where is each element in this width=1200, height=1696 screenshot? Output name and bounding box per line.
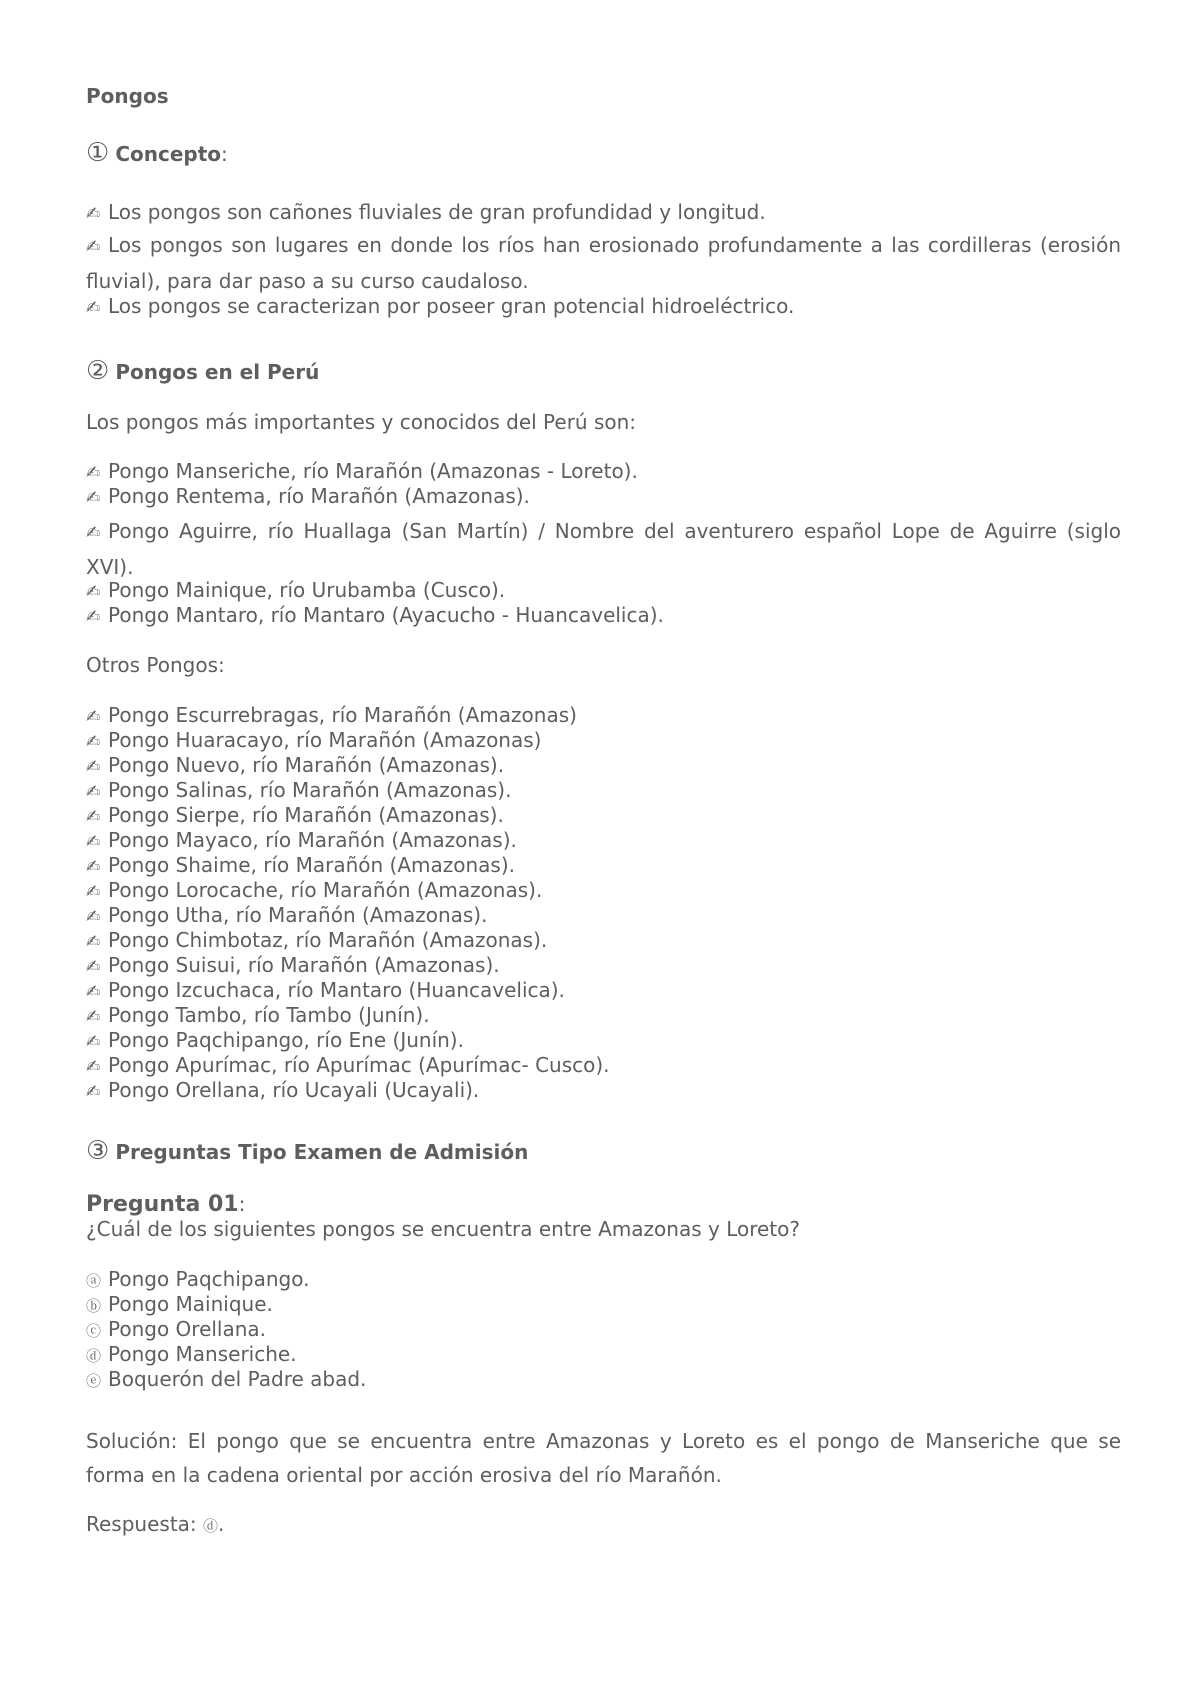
list-item-text: Pongo Lorocache, río Marañón (Amazonas).	[108, 878, 543, 902]
writing-hand-icon: ✍	[86, 782, 101, 802]
list-item-text: Pongo Escurrebragas, río Marañón (Amazonas)	[108, 703, 577, 727]
list-item-text: Pongo Mantaro, río Mantaro (Ayacucho - Huancavelica).	[108, 603, 664, 627]
option-marker-icon: ⓐ	[86, 1272, 102, 1290]
section-heading-suffix: :	[221, 142, 228, 166]
list-item-text: Pongo Izcuchaca, río Mantaro (Huancavelica).	[108, 978, 565, 1002]
list-item	[86, 753, 1121, 778]
option-text: Pongo Mainique.	[108, 1292, 273, 1316]
writing-hand-icon: ✍	[86, 1057, 101, 1077]
list-item-text: Pongo Paqchipango, río Ene (Junín).	[108, 1028, 464, 1052]
question-text: ¿Cuál de los siguientes pongos se encuentra entre Amazonas y Loreto?	[86, 1217, 801, 1241]
writing-hand-icon: ✍	[86, 582, 101, 602]
section-heading-text: Pongos en el Perú	[115, 360, 320, 384]
list-item-text: Los pongos se caracterizan por poseer gran potencial hidroeléctrico.	[108, 294, 795, 318]
intro-paragraph: Los pongos más importantes y conocidos del Perú son:	[86, 410, 637, 434]
writing-hand-icon: ✍	[86, 757, 101, 777]
writing-hand-icon: ✍	[86, 488, 101, 508]
others-label: Otros Pongos:	[86, 653, 225, 677]
section-heading-text: Concepto	[115, 142, 222, 166]
writing-hand-icon: ✍	[86, 957, 101, 977]
answer-label: Respuesta:	[86, 1512, 197, 1536]
writing-hand-icon: ✍	[86, 607, 101, 627]
list-item-text: Pongo Rentema, río Marañón (Amazonas).	[108, 484, 530, 508]
option-marker-icon: ⓒ	[86, 1322, 102, 1340]
option-text: Pongo Orellana.	[108, 1317, 267, 1341]
list-item	[86, 828, 1121, 853]
list-item	[86, 903, 1121, 928]
list-item	[86, 228, 1121, 298]
list-item-text: Pongo Apurímac, río Apurímac (Apurímac- Cusco).	[108, 1053, 610, 1077]
list-item-text: Pongo Salinas, río Marañón (Amazonas).	[108, 778, 512, 802]
page-title: Pongos	[86, 84, 169, 108]
question-label-suffix: :	[238, 1192, 246, 1216]
list-item	[86, 928, 1121, 953]
writing-hand-icon: ✍	[86, 204, 101, 224]
writing-hand-icon: ✍	[86, 732, 101, 752]
list-item	[86, 603, 1121, 628]
circled-number-2: ②	[86, 356, 110, 386]
option-text: Pongo Paqchipango.	[108, 1267, 310, 1291]
option-marker-icon: ⓓ	[86, 1347, 102, 1365]
option-marker-icon: ⓑ	[86, 1297, 102, 1315]
writing-hand-icon: ✍	[86, 857, 101, 877]
answer-marker: ⓓ	[203, 1517, 219, 1535]
list-item-text: Los pongos son lugares en donde los ríos han erosionado profundamente a las cordilleras (erosión fluvial), para dar paso a su curso caudaloso.	[86, 233, 1121, 293]
list-item	[86, 200, 1121, 225]
list-item	[86, 1028, 1121, 1053]
list-item	[86, 578, 1121, 603]
writing-hand-icon: ✍	[86, 1032, 101, 1052]
circled-number-1: ①	[86, 138, 110, 168]
question-label: Pregunta 01	[86, 1192, 239, 1217]
list-item	[86, 953, 1121, 978]
list-item	[86, 294, 1121, 319]
list-item	[86, 459, 1121, 484]
list-item	[86, 703, 1121, 728]
list-item-text: Pongo Utha, río Marañón (Amazonas).	[108, 903, 488, 927]
writing-hand-icon: ✍	[86, 463, 101, 483]
writing-hand-icon: ✍	[86, 523, 101, 543]
options-list	[86, 1267, 1121, 1392]
option-text: Pongo Manseriche.	[108, 1342, 297, 1366]
writing-hand-icon: ✍	[86, 237, 101, 257]
question-label-line	[86, 1192, 1121, 1217]
option-text: Boquerón del Padre abad.	[108, 1367, 367, 1391]
writing-hand-icon: ✍	[86, 932, 101, 952]
answer-option	[86, 1292, 1121, 1317]
writing-hand-icon: ✍	[86, 832, 101, 852]
solution-paragraph: Solución: El pongo que se encuentra entre Amazonas y Loreto es el pongo de Manseriche que se forma en la cadena oriental por acción erosiva del río Marañón.	[86, 1429, 1121, 1487]
answer-suffix: .	[218, 1512, 225, 1536]
writing-hand-icon: ✍	[86, 1007, 101, 1027]
circled-number-3: ③	[86, 1136, 110, 1166]
list-item-text: Pongo Suisui, río Marañón (Amazonas).	[108, 953, 500, 977]
list-item-text: Pongo Huaracayo, río Marañón (Amazonas)	[108, 728, 542, 752]
list-item-text: Pongo Manseriche, río Marañón (Amazonas - Loreto).	[108, 459, 638, 483]
answer-option	[86, 1267, 1121, 1292]
list-item-text: Pongo Shaime, río Marañón (Amazonas).	[108, 853, 516, 877]
list-item	[86, 978, 1121, 1003]
option-marker-icon: ⓔ	[86, 1372, 102, 1390]
list-item	[86, 514, 1121, 584]
list-item-text: Pongo Tambo, río Tambo (Junín).	[108, 1003, 430, 1027]
list-item	[86, 853, 1121, 878]
section-heading-concepto	[86, 138, 1121, 168]
list-item	[86, 728, 1121, 753]
list-item-text: Los pongos son cañones fluviales de gran profundidad y longitud.	[108, 200, 766, 224]
section-heading-text: Preguntas Tipo Examen de Admisión	[115, 1140, 529, 1164]
list-item-text: Pongo Nuevo, río Marañón (Amazonas).	[108, 753, 505, 777]
answer-option	[86, 1367, 1121, 1392]
list-item	[86, 1003, 1121, 1028]
list-item-text: Pongo Aguirre, río Huallaga (San Martín) / Nombre del aventurero español Lope de Aguirre (siglo XVI).	[86, 519, 1121, 579]
list-item-text: Pongo Sierpe, río Marañón (Amazonas).	[108, 803, 504, 827]
list-item	[86, 878, 1121, 903]
list-item-text: Pongo Mainique, río Urubamba (Cusco).	[108, 578, 506, 602]
list-item	[86, 803, 1121, 828]
list-item	[86, 484, 1121, 509]
section-heading-pongos-peru	[86, 356, 1121, 386]
writing-hand-icon: ✍	[86, 707, 101, 727]
writing-hand-icon: ✍	[86, 298, 101, 318]
list-item	[86, 1078, 1121, 1103]
list-item	[86, 778, 1121, 803]
list-item-text: Pongo Orellana, río Ucayali (Ucayali).	[108, 1078, 480, 1102]
answer-option	[86, 1342, 1121, 1367]
list-item-text: Pongo Mayaco, río Marañón (Amazonas).	[108, 828, 517, 852]
list-item-text: Pongo Chimbotaz, río Marañón (Amazonas).	[108, 928, 548, 952]
writing-hand-icon: ✍	[86, 982, 101, 1002]
writing-hand-icon: ✍	[86, 1082, 101, 1102]
writing-hand-icon: ✍	[86, 807, 101, 827]
answer-line	[86, 1512, 1121, 1537]
others-list	[86, 703, 1121, 1103]
writing-hand-icon: ✍	[86, 907, 101, 927]
writing-hand-icon: ✍	[86, 882, 101, 902]
list-item	[86, 1053, 1121, 1078]
section-heading-preguntas	[86, 1136, 1121, 1166]
answer-option	[86, 1317, 1121, 1342]
